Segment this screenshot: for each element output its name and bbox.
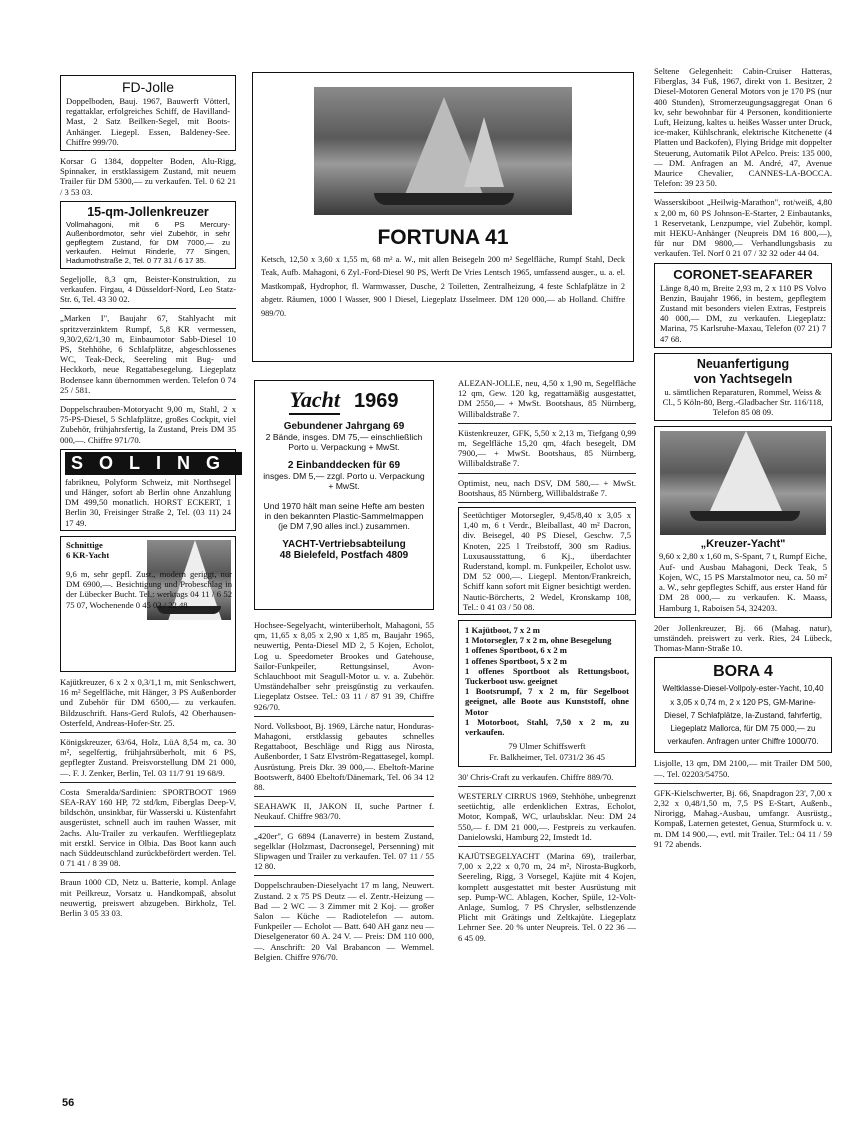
column-3 <box>458 378 636 947</box>
ad-chris-craft: 30' Chris-Craft zu verkaufen. Chiffre 889/70. <box>458 771 614 782</box>
fortuna-photo <box>314 87 572 215</box>
ad-schnittige <box>60 536 236 672</box>
divider <box>654 192 832 193</box>
column-1 <box>60 75 236 922</box>
ad-fortuna-41 <box>252 72 634 362</box>
ad-marken: „Marken I", Baujahr 67, Stahlyacht mit spritzverzinktem Rumpf, 5,8 KR vermessen, 9,30/2,62/1,30 m, Einbaumotor Sabb-Diesel 10 PS, Stehhöhe, 6 Schlafplätze, abgeschlossenes WC, Teak-Deck, Seereling mit Bug- und Heckkorb, neue Regattabesegelung. Liegeplatz Bodensee kann übernommen werden. Telefon 0 74 25 / 581. <box>60 313 236 395</box>
ad-title: FORTUNA 41 <box>377 226 509 249</box>
ad-kuestenkreuzer: Küstenkreuzer, GFK, 5,50 x 2,13 m, Tiefgang 0,99 m, Segelfläche 15,20 qm, 4fach besegelt, DM 7900,— + MwSt. Bootshaus, 85 Nürnberg, Willibaldstraße 7. <box>458 427 636 469</box>
ad-title: „Kreuzer-Yacht" <box>700 538 786 551</box>
text-3: Und 1970 hält man seine Hefte am besten in den bekannten Plastic-Sammelmappen (je DM 7,90 alles incl.) zusammen. <box>263 501 425 531</box>
ad-fd-jolle <box>60 75 236 151</box>
divider <box>254 875 434 876</box>
ad-kajuetkreuzer: Kajütkreuzer, 6 x 2 x 0,3/1,1 m, mit Senkschwert, 16 m² Segelfläche, mit Hänger, 3 PS Außenborder und Zubehör für DM 6500,— zu verkaufen. Bildzuschrift. Hans-Gerd Rulofs, 42 Oberhausen-Osterfeld, Andreas-Hofer-Str. 25. <box>60 676 236 728</box>
list-item: 1 Bootsrumpf, 7 x 2 m, für Segelboot geeignet, alle Boote aus Kunststoff, ohne Motor <box>465 686 629 717</box>
ad-hochsee-segelyacht: Hochsee-Segelyacht, winterüberholt, Mahagoni, 55 qm, 11,65 x 8,05 x 2,90 x 1,85 m, Baujahr 1965, neuwertig, Penta-Diesel MD 2, 5 Kojen, Echolot, Log u. Speedometer Brookes und Gatehouse, Sailor-Funkpeiler, Rettungsinsel, Avon-Schlauchboot mit Seagull-Motor u. v. a. Zubehör. Umständehalber sehr preisgünstig zu verkaufen. Liegeplatz Ostsee. Tel.: 03 11 / 87 91 39, Chiffre 926/70. <box>254 620 434 712</box>
ad-title: CORONET-SEAFARER <box>673 266 813 282</box>
ad-doppelschrauben-diesel: Doppelschrauben-Dieselyacht 17 m lang, Neuwert. Zustand. 2 x 75 PS Deutz — el. Zentr.-Heizung — Bad — 2 WC — 3 Zimmer mit 2 Koj. — großer Salon — Küche — Radiotelefon — autom. Funkpeiler — Echolot — Batt. 640 AH ganz neu — Dieselgenerator 60 A. 24 V. — Preis: DM 110 000,—. Anschrift: 20 Val Brabancon — Wemmel. Belgien. Chiffre 976/70. <box>254 880 434 962</box>
ad-costa-smeralda: Costa Smeralda/Sardinien: SPORTBOOT 1969 SEA-RAY 160 HP, 72 std/km, Fiberglas Deep-V, bildschön, unsinkbar, für Wasserski u. Küstenfahrt ausgerüstet, schnell auch im rauhen Wasser, mit 2achs. Alu-Trailer zu verkaufen. Werftliegeplatz mit erstkl. Service in Olbia. Das Boot kann auch nach Süddeutschland zurückbefördert werden. Tel. 0 71 41 / 8 39 08. <box>60 786 236 869</box>
ad-koenigskreuzer: Königskreuzer, 63/64, Holz, LüA 8,54 m, ca. 30 m², segelfertig, frühjahrsüberholt, mit 6 PS, gepflegter Zustand. Preisvorstellung DM 21 000,—. F. J. Zenker, Berlin, Tel. 03 11/7 91 19 68/9. <box>60 736 236 778</box>
ad-nord-volksboot: Nord. Volksboot, Bj. 1969, Lärche natur, Honduras-Mahagoni, erstklassig gebautes schnelles Regattaboot, Beschläge und Rigg aus Nirosta, Außenborder, 1 Satz Elvström-Regattasegel, kompl. Ausrüstung. Preis Dkr. 39 000,—. Ebeltoft-Marine Bootswerft, 8400 Ebeltoft/Dänemark, Tel. 06 34 12 88. <box>254 720 434 793</box>
ad-seahawk: SEAHAWK II, JAKON II, suche Partner f. Neukauf. Chiffre 983/70. <box>254 801 434 822</box>
heading-2: 2 Einbanddecken für 69 <box>287 460 401 471</box>
ad-seltene-gelegenheit: Seltene Gelegenheit: Cabin-Cruiser Hatteras, Fiberglas, 34 Fuß, 1967, direkt von 1. Besitzer, 2 Diesel-Motoren General Motors von je 170 PS (nur 400 Stunden), Stromerzeugungsaggregat Onan 6 kv, sehr bewohnbar für 4 Personen, konditionierte Luft, Heizung, kaltes u. heißes Wasser unter Druck, ice-maker, Kühlschrank, elektrische Kitchenette (4 Platten und Backofen), Flying Bridge mit doppelter Steuerung, Automatik Pilot APelco. Preis: 135 000,— DM. Anfragen an M. André, 47, Avenue Maurice Chevalier, CANNES-LA-BOCCA. Telefon: 39 23 50. <box>654 66 832 189</box>
list-item: 1 Kajütboot, 7 x 2 m <box>465 625 540 636</box>
divider <box>60 732 236 733</box>
ad-20er-jollenkreuzer: 20er Jollenkreuzer, Bj. 66 (Mahag. natur), umständeh. preiswert zu verk. Ries, 24 Lübeck, Thomas-Mann-Straße 10. <box>654 622 832 654</box>
ad-seetuechtiger-motorsegler <box>458 507 636 615</box>
page-number: 56 <box>62 1097 75 1109</box>
ad-kajuetsegelyacht: KAJÜTSEGELYACHT (Marina 69), trailerbar, 7,00 x 2,22 x 0,70 m, 24 m², Nirosta-Bugkorb, Seereling, Rigg, 3 Vorsegel, Kajüte mit 4 Kojen, komplett ausgestattet mit bester Ausrüstung mit sep. Pump-WC. Ablagen, Kocher, Spüle, 12-Volt-Anlage, Sumlog, 7 PS Chrysler, selbstlenzende Plicht mit Grätings und Zeltkajüte. Liegeplatz Lehrner See. 20 % unter Neupreis. Tel. 0 22 36 — 6 45 09. <box>458 850 636 943</box>
ad-coronet-seafarer <box>654 263 832 348</box>
divider <box>254 826 434 827</box>
year: 1969 <box>354 389 399 412</box>
ad-segeljolle: Segeljolle, 8,3 qm, Beister-Konstruktion, zu verkaufen. Firgau, 4 Düsseldorf-Nord, Leo Statz-Str. 6, Tel. 43 30 02. <box>60 273 236 305</box>
heading-4: 48 Bielefeld, Postfach 4809 <box>279 550 409 561</box>
ad-title: BORA 4 <box>713 663 773 681</box>
kreuzer-photo <box>660 431 826 535</box>
ad-text: Seetüchtiger Motorsegler, 9,45/8,40 x 3,05 x 1,40 m, 6 t Verdr., Bleiballast, 40 m² Dacron, div. Beisegel, 40 PS Diesel, Geschw. 7,5 Knoten, 225 l Treibstoff, 300 sm Radius. Luxusausstattung, 6 Kj., überdachter Ruderstand, kompl. m. Funkpeiler, Echolot usw. DM 52 000,—. Liegepl. Menton/Frankreich, Schiff kann sofort mit Eigner besichtigt werden. Nautic-Börcherts, 2 Wedel, Kronskamp 108, Tel.: 0 41 03 / 50 08. <box>463 510 631 612</box>
list-signature: Fr. Balkheimer, Tel. 0731/2 36 45 <box>489 751 605 762</box>
divider <box>60 308 236 309</box>
ad-text: u. sämtlichen Reparaturen, Rommel, Weiss & Cl., 5 Köln-80, Berg.-Gladbacher Str. 116/118, Telefon 85 08 09. <box>662 386 824 418</box>
ad-text: 9,6 m, sehr gepfl. Zust., modern geriggt, nur DM 6900,—. Besichtigung und Probeschlag in der Lübecker Bucht. Tel.: werktags 04 11 / 6 52 75 07, Wochenende 0 45 03 / 22 48. <box>66 568 232 610</box>
ad-text: Vollmahagoni, mit 6 PS Mercury-Außenbordmotor, sehr viel Zubehör, in sehr gepflegtem Zustand, für DM 7000,— zu verkaufen. Helmut Rinderle, 77 Singen, Hadumothstraße 2, Tel. 0 77 31 / 6 17 35. <box>66 219 230 265</box>
divider <box>458 786 636 787</box>
divider <box>458 473 636 474</box>
ad-title: SOLING <box>65 452 242 475</box>
ad-korsar: Korsar G 1384, doppelter Boden, Alu-Rigg, Spinnaker, in erstklassigem Zustand, mit neuem Trailer für DM 5300,— zu verkaufen. Tel. 0 62 21 / 3 53 03. <box>60 156 236 197</box>
ad-text: 9,60 x 2,80 x 1,60 m, S-Spant, 7 t, Rumpf Eiche, Auf- und Ausbau Mahagoni, Deck Teak, 5 Kojen, WC, 15 PS Marstalmotor neu, ca. 50 m² a. W., sehr gepflegtes Schiff, aus erster Hand für DM 28 000,— zu verkaufen. K. Maass, Hamburg 1, Raboisen 54, 324203. <box>659 551 827 613</box>
ad-alezan: ALEZAN-JOLLE, neu, 4,50 x 1,90 m, Segelfläche 12 qm, Gew. 120 kg, regattamäßig ausgestattet, DM 2550,— + MwSt. Bootshaus, 85 Nürnberg, Willibaldstraße 7. <box>458 378 636 419</box>
ad-title-2: von Yachtsegeln <box>693 371 793 386</box>
ad-ulmer-schiffswerft <box>458 620 636 767</box>
ad-doppelschrauben: Doppelschrauben-Motoryacht 9,00 m, Stahl, 2 x 75-PS-Diesel, 5 Schlafplätze, großes Cockpit, viel Zubehör, frühjahrsfertig, Ia Zustand, Preis DM 35 000,—. Chiffre 971/70. <box>60 404 236 445</box>
divider <box>458 502 636 503</box>
divider <box>254 716 434 717</box>
ad-yacht-1969 <box>254 380 434 610</box>
ad-neuanfertigung <box>654 353 832 422</box>
ad-kreuzer-yacht <box>654 426 832 617</box>
column-2 <box>254 620 434 966</box>
ad-title: FD-Jolle <box>121 79 175 95</box>
list-item: 1 Motorsegler, 7 x 2 m, ohne Besegelung <box>465 635 612 646</box>
ad-jollenkreuzer-15qm <box>60 201 236 269</box>
divider <box>254 796 434 797</box>
ad-westerly: WESTERLY CIRRUS 1969, Stehhöhe, unbegrenzt seetüchtig, alle erdenklichen Extras, Echolot, Motor, Kompaß, WC, urlaubsklar. Neu: DM 24 550,— f. DM 21 000,—. Festpreis zu verkaufen. Danielowski, Hamburg 22, Imstedt 1d. <box>458 790 636 842</box>
divider <box>60 872 236 873</box>
yacht-logo: Yacht <box>289 387 340 415</box>
divider <box>60 782 236 783</box>
ad-title: 15-qm-Jollenkreuzer <box>87 204 209 219</box>
text-2: insges. DM 5,— zzgl. Porto u. Verpackung + MwSt. <box>263 471 425 491</box>
ad-braun: Braun 1000 CD, Netz u. Batterie, kompl. Anlage mit Peilkreuz, Vorsatz u. Handkompaß, absolut neuwertig, preiswert abzugeben. Birkholz, Tel. Berlin 3 05 33 03. <box>60 877 236 918</box>
ad-text: Doppelboden, Bauj. 1967, Bauwerft Vötterl, regattaklar, erfolgreiches Schiff, de Havilland-Mast, 2 Satz Beilken-Segel, mit Boots-Anhänger. Liegepl. Essen, Baldeney-See. Chiffre 999/70. <box>66 96 230 147</box>
divider <box>60 399 236 400</box>
ad-title: Neuanfertigung <box>696 356 790 371</box>
list-item: 1 offenes Sportboot, 5 x 2 m <box>465 655 567 666</box>
ad-bora-4 <box>654 657 832 753</box>
column-4 <box>654 66 832 853</box>
ad-gfk-kielschwerter: GFK-Kielschwerter, Bj. 66, Snapdragon 23', 7,00 x 2,32 x 0,48/1,50 m, 7,5 PS E-Start, Außenb., Nirorigg, Mahag.-Ausbau, umfangr. Ausrüstg., Kompaß, Laternen getestet, Genua, Sturmfock u. v. m. DM 14 900,—, evtl. mit Trailer. Tel.: 04 11 / 59 91 72 abends. <box>654 787 832 849</box>
ad-420er: „420er", G 6894 (Lanaverre) in bestem Zustand, segelklar (Holzmast, Dacronsegel, Persenning) mit Slipwagen und Trailer zu verkaufen. Tel. 07 11 / 55 12 80. <box>254 830 434 872</box>
divider <box>458 846 636 847</box>
ad-lisjolle: Lisjolle, 13 qm, DM 2100,— mit Trailer DM 500,—. Tel. 02203/54750. <box>654 758 832 779</box>
list-item: 1 offenes Sportboot, 6 x 2 m <box>465 645 567 656</box>
ad-text: Länge 8,40 m, Breite 2,93 m, 2 x 110 PS Volvo Benzin, Baujahr 1966, in bestem, gepflegtem Zustand mit besonders vielen Extras, Festpreis 40 000,— DM, zu verkaufen. Liegeplatz: Marina, 75 Karlsruhe-Maxau, Telefon (07 21) 7 47 68. <box>660 282 826 344</box>
ad-soling <box>60 449 236 531</box>
divider <box>458 423 636 424</box>
ad-optimist: Optimist, neu, nach DSV, DM 580,— + MwSt. Bootshaus, 85 Nürnberg, Willibaldstraße 7. <box>458 477 636 498</box>
divider <box>654 783 832 784</box>
ad-text: fabrikneu, Polyform Schweiz, mit Northsegel und Hänger, sofort ab Berlin ohne Anzahlung DM 499,50 monatlich. HORST ECKERT, 1 Berlin 30, Freisinger Straße 2, Tel. (03 11) 24 17 49. <box>65 476 231 528</box>
ad-title: Schnittige <box>66 539 103 550</box>
ad-subtitle: 6 KR-Yacht <box>66 550 110 561</box>
ad-text: Ketsch, 12,50 x 3,60 x 1,55 m, 68 m² a. W., mit allen Beisegeln 200 m² Segelfläche, Rumpf Stahl, Deck Teak, Aufb. Mahagoni, 6 Zyl.-Ford-Diesel 90 PS, Werft De Vries Lentsch 1965, umfassend ausger., u. a. el. Mastkompaß, Hydrophor, fl. Warmwasser, Dusche, 2 Toiletten, Zentralheizung, 4 feste Schlafplätze in 2 abgetr. Räumen, 1000 l Wasser, 900 l Diesel, Liegeplatz IJsselmeer. DM 120 000,— ab Holland. Chiffre 989/70. <box>261 255 625 318</box>
heading-3: YACHT-Vertriebsabteilung <box>282 539 406 550</box>
ad-text: Weltklasse-Diesel-Vollpoly-ester-Yacht, 10,40 x 3,05 x 0,74 m, 2 x 120 PS, GM-Marine-Diesel, 7 Schlafplätze, Ia-Zustand, fahrfertig, Liegeplatz Mallorca, für DM 75 000,— zu verkaufen. Anfragen unter Chiffre 1000/70. <box>662 684 824 747</box>
list-signature: 79 Ulmer Schiffswerft <box>508 741 586 752</box>
list-item: 1 offenes Sportboot als Rettungsboot, Tuckerboot usw. geeignet <box>465 665 629 687</box>
heading-1: Gebundener Jahrgang 69 <box>283 421 405 432</box>
ad-wasserskiboot: Wasserskiboot „Heilwig-Marathon", rot/weiß, 4,80 x 2,00 m, 60 PS Johnson-E-Starter, 2 Einbautanks, 1 Reservetank, Lenzpumpe, viel Zubehör, kompl. mit HEKU-Anhänger (Neupreis DM 16 800,—), für nur DM 9800,— Verhandlungsbasis zu verkaufen. Tel. Norf 0 21 07 / 32 32 oder 44 04. <box>654 197 832 259</box>
text-1: 2 Bände, insges. DM 75,— einschließlich Porto u. Verpackung + MwSt. <box>265 432 423 452</box>
list-item: 1 Motorboot, Stahl, 7,50 x 2 m, zu verkaufen. <box>465 716 629 738</box>
